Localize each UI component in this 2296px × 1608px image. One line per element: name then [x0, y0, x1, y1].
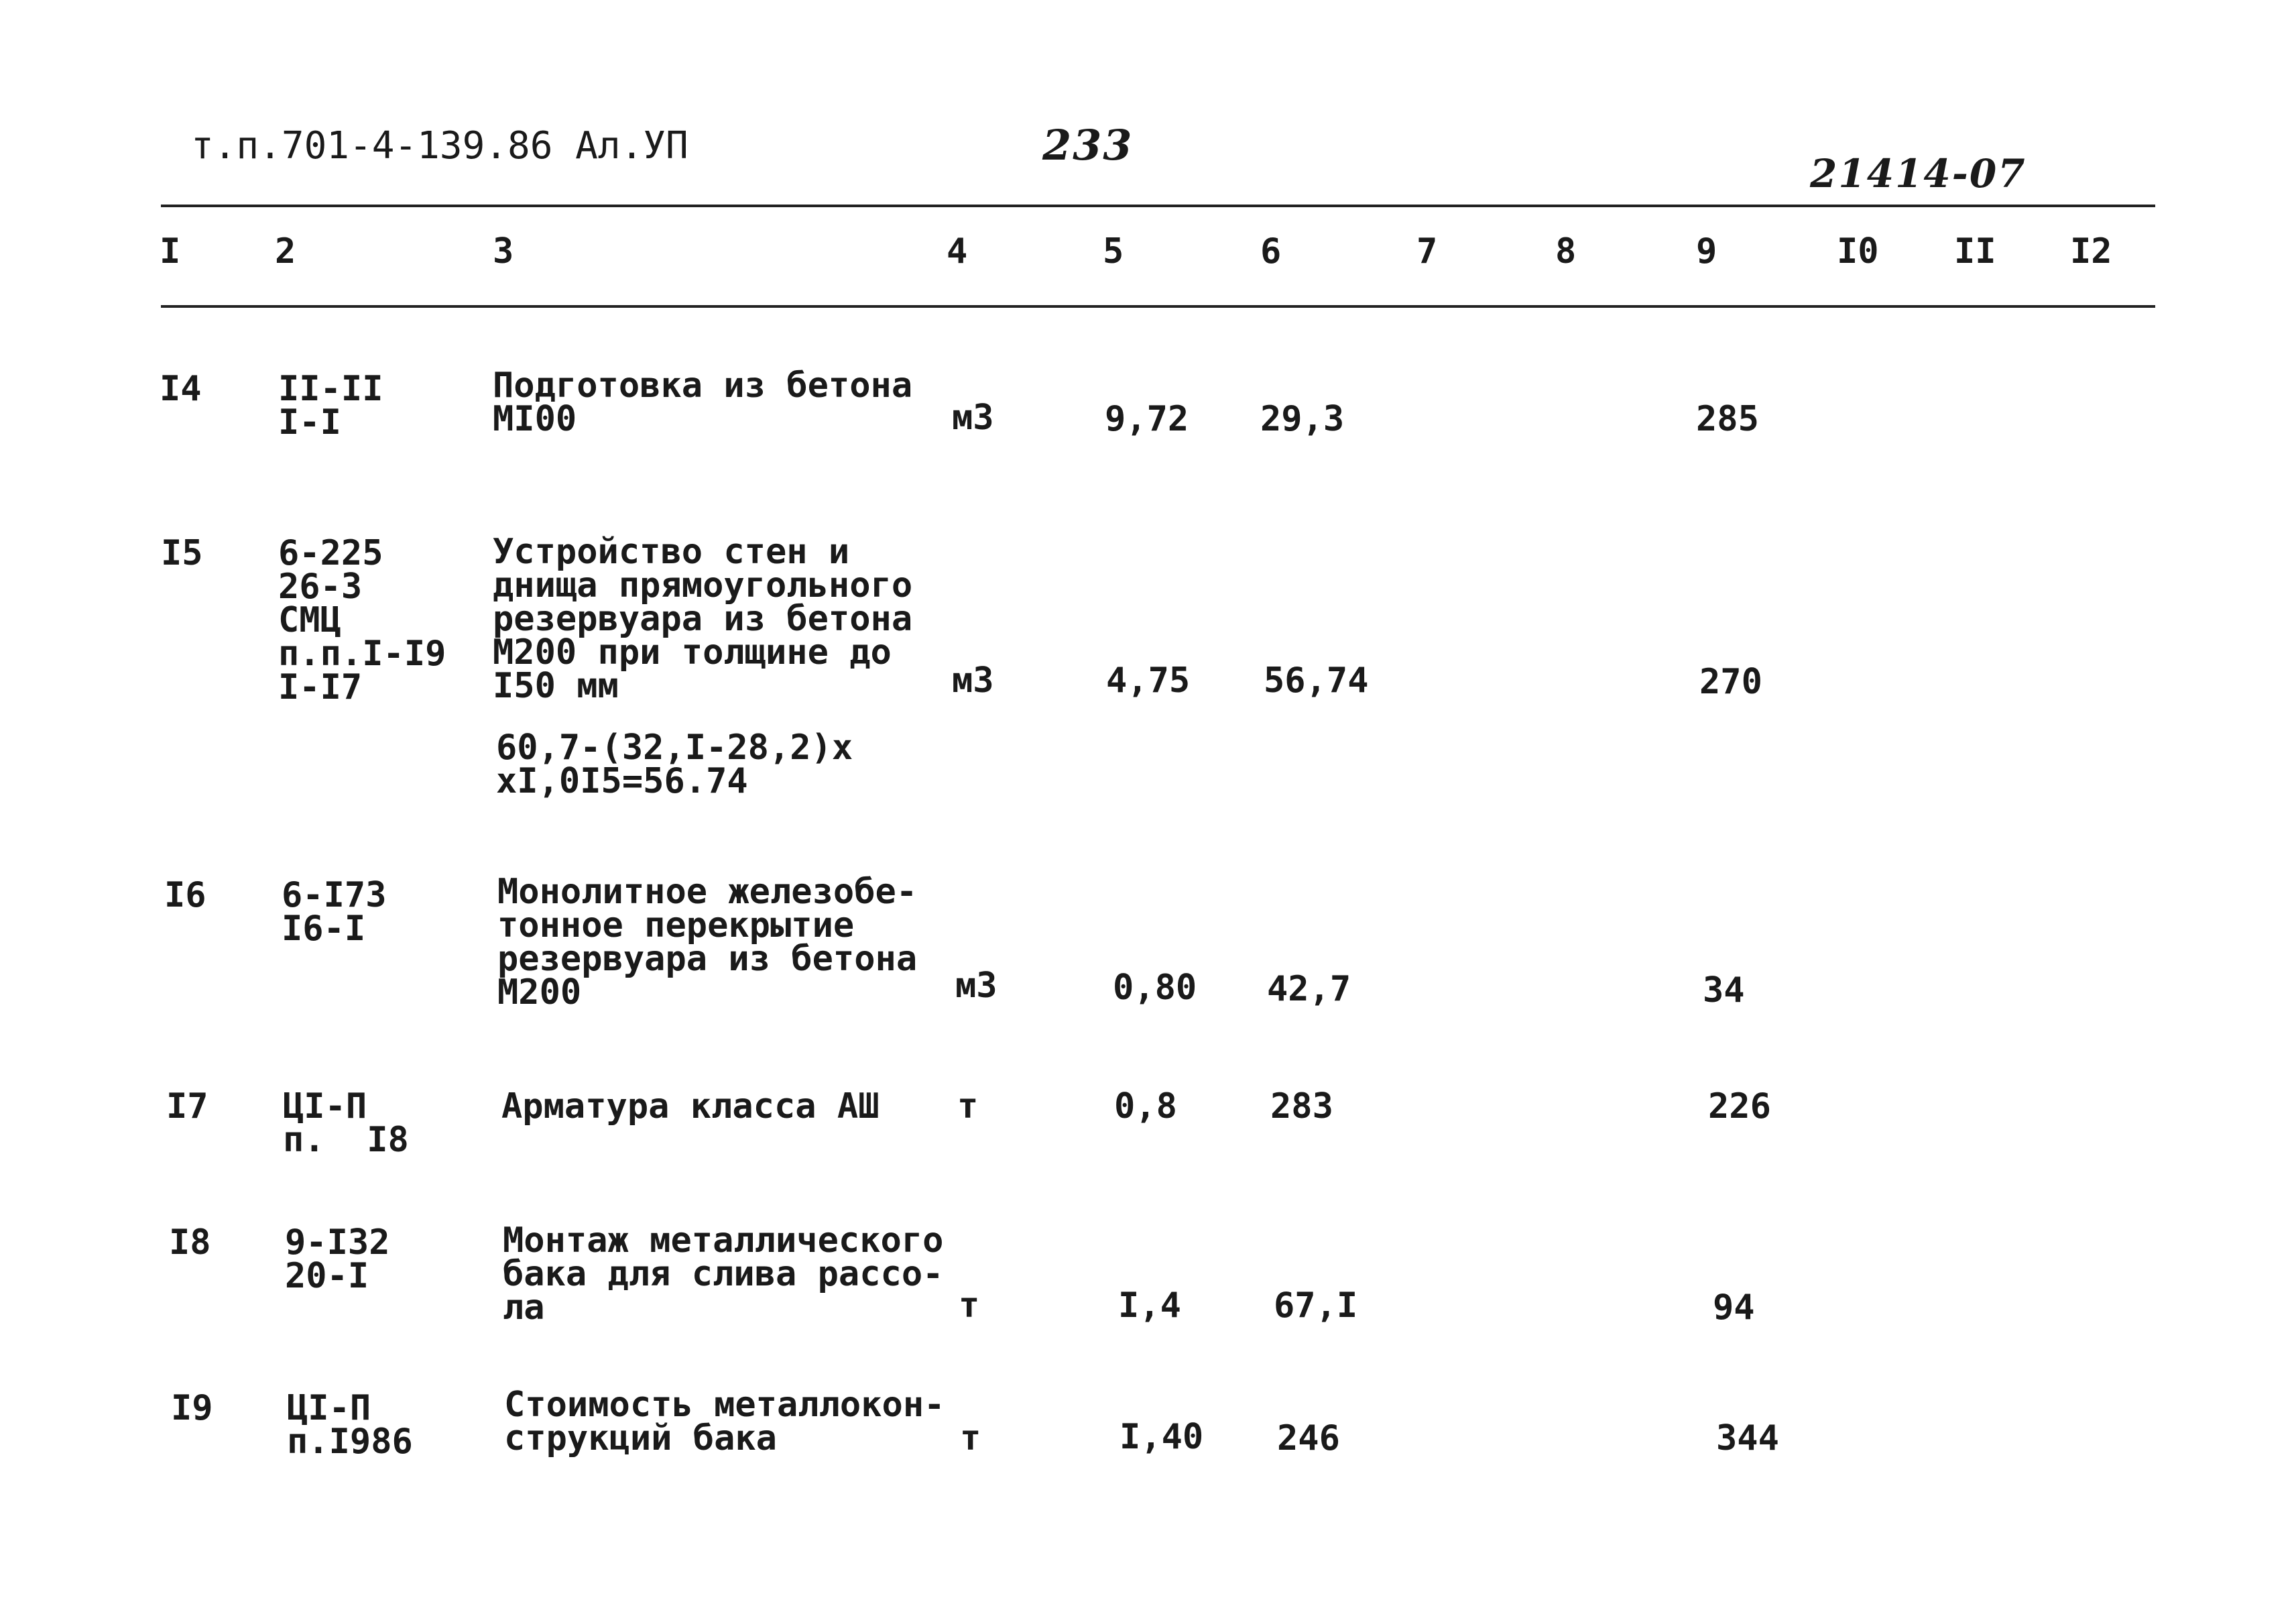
reference-number: 21414-07	[1810, 151, 2027, 196]
document-code: т.п.701-4-139.86 Ал.УП	[191, 124, 688, 168]
row-number: I4	[160, 369, 202, 409]
row-quantity: 0,80	[1113, 968, 1197, 1008]
column-header-11: II	[1954, 231, 1996, 272]
row-number: I7	[166, 1086, 208, 1127]
header-bottom-rule	[161, 305, 2155, 308]
row-quantity: I,4	[1118, 1285, 1181, 1326]
row-price: 283	[1270, 1086, 1333, 1127]
row-code: 6-225 26-3 СМЦ п.п.I-I9 I-I7	[278, 533, 446, 707]
row-unit: м3	[955, 966, 998, 1006]
column-header-1: I	[160, 231, 181, 272]
row-description: Подготовка из бетона МI00	[493, 365, 913, 439]
row-total: 226	[1708, 1086, 1771, 1127]
row-price: 29,3	[1260, 399, 1345, 439]
column-header-8: 8	[1555, 231, 1577, 272]
row-price: 42,7	[1267, 969, 1351, 1009]
row-unit: м3	[952, 661, 994, 701]
page-number: 233	[1042, 121, 1134, 170]
row-code: II-II I-I	[278, 369, 383, 443]
row-calculation: 60,7-(32,I-28,2)х хI,0I5=56.74	[496, 728, 853, 801]
row-description: Арматура класса АШ	[501, 1086, 880, 1127]
header-top-rule	[161, 205, 2155, 207]
row-unit: т	[959, 1285, 980, 1326]
column-header-9: 9	[1696, 231, 1717, 272]
row-number: I5	[161, 533, 203, 573]
row-description: Устройство стен и днища прямоугольного резервуара из бетона М200 при толщине до I50 мм	[493, 532, 913, 706]
row-total: 285	[1696, 399, 1759, 439]
row-code: ЦI-П п. I8	[283, 1086, 409, 1160]
column-header-6: 6	[1260, 231, 1282, 272]
row-code: 9-I32 20-I	[285, 1222, 390, 1296]
row-number: I6	[164, 875, 206, 915]
row-unit: м3	[952, 398, 994, 438]
row-total: 344	[1716, 1418, 1779, 1458]
row-description: Монолитное железобе- тонное перекрытие резервуара из бетона М200	[497, 872, 918, 1013]
row-quantity: 4,75	[1106, 661, 1191, 701]
row-description: Стоимость металлокон- струкций бака	[504, 1385, 945, 1458]
row-unit: т	[960, 1418, 981, 1458]
row-description: Монтаж металлического бака для слива рассо- ла	[503, 1220, 944, 1328]
row-quantity: 9,72	[1105, 399, 1189, 439]
row-price: 56,74	[1264, 661, 1369, 701]
column-header-5: 5	[1103, 231, 1124, 272]
column-header-7: 7	[1416, 231, 1438, 272]
column-header-3: 3	[493, 231, 514, 272]
row-number: I8	[169, 1222, 211, 1263]
column-header-10: I0	[1837, 231, 1879, 272]
column-header-12: I2	[2070, 231, 2112, 272]
row-price: 67,I	[1274, 1285, 1358, 1326]
row-total: 34	[1703, 970, 1745, 1011]
row-code: ЦI-П п.I986	[287, 1388, 413, 1462]
row-price: 246	[1277, 1418, 1340, 1458]
row-quantity: 0,8	[1114, 1086, 1177, 1127]
row-number: I9	[171, 1388, 213, 1428]
row-quantity: I,40	[1120, 1417, 1204, 1457]
column-header-2: 2	[275, 231, 296, 272]
row-unit: т	[957, 1086, 979, 1127]
row-total: 270	[1699, 662, 1762, 702]
row-total: 94	[1713, 1287, 1755, 1328]
column-header-4: 4	[947, 231, 968, 272]
row-code: 6-I73 I6-I	[282, 875, 387, 949]
